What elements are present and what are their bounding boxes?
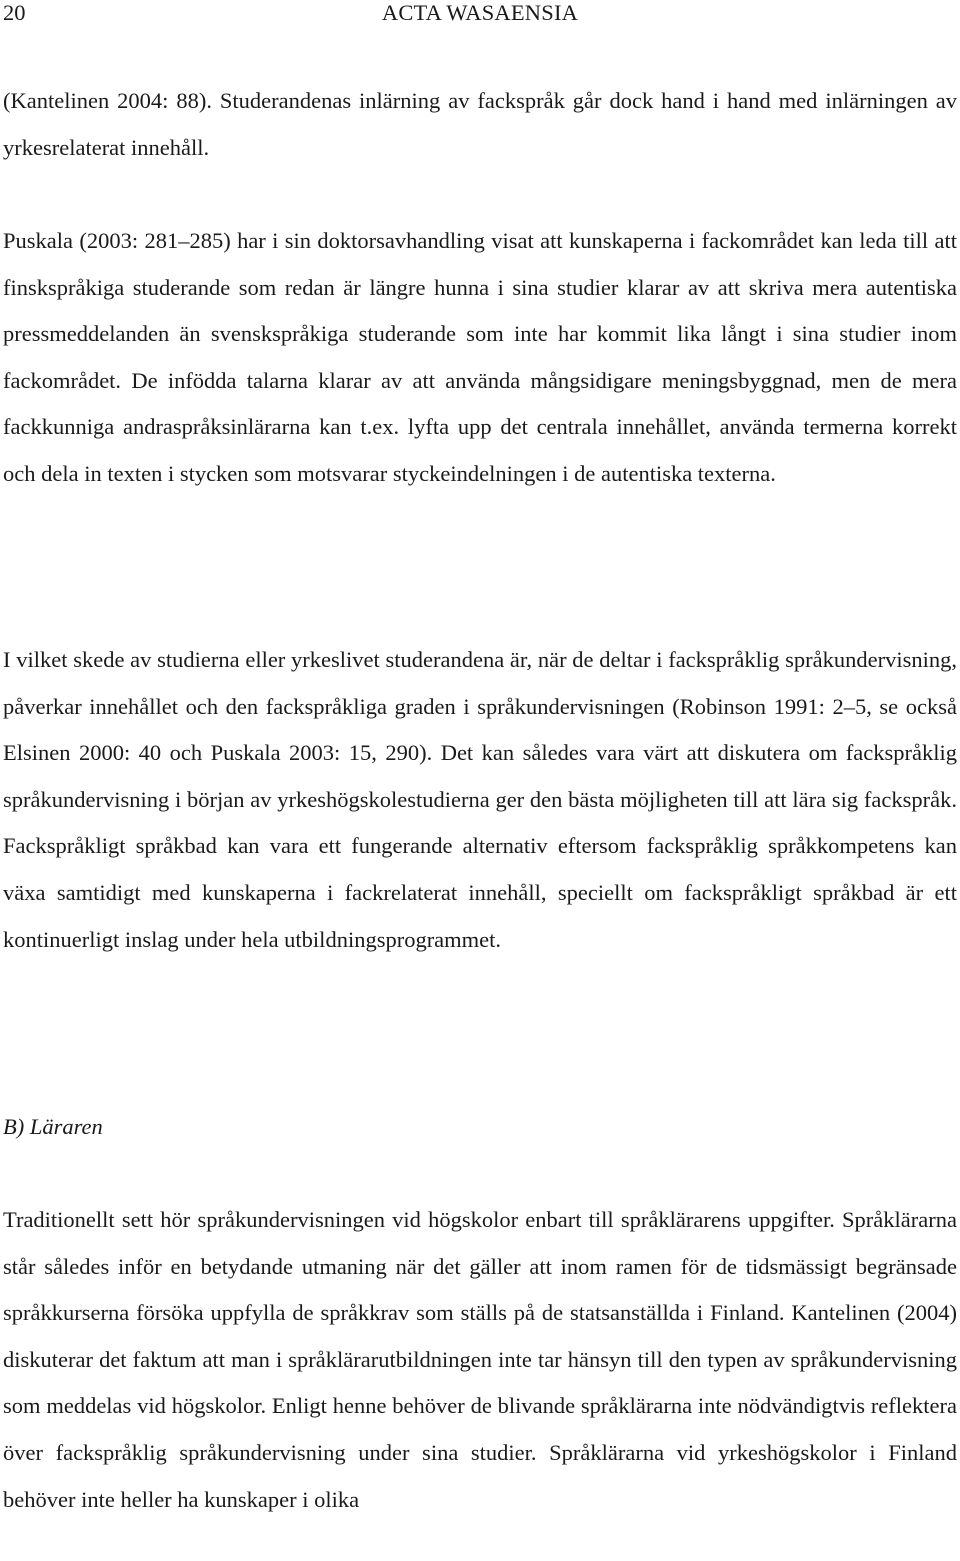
page-number: 20 [3, 0, 26, 25]
paragraph-2: Puskala (2003: 281–285) har i sin doktorsavhandling visat att kunskaperna i fackområdet kan leda till att finskspråkiga studerande som redan är längre hunna i sina studier klarar av att skriva mera autentiska pressmeddelanden än svenskspråkiga studerande som inte har kommit lika långt i sina studier inom fackområdet. De infödda talarna klarar av att använda mångsidigare meningsbyggnad, men de mera fackkunniga andraspråksinlärarna kan t.ex. lyfta upp det centrala innehållet, använda termerna korrekt och dela in texten i stycken som motsvarar styckeindelningen i de autentiska texterna. [3, 228, 957, 486]
running-title: ACTA WASAENSIA [381, 0, 579, 25]
paragraph-3: I vilket skede av studierna eller yrkeslivet studerandena är, när de deltar i fackspråklig språkundervisning, påverkar innehållet och den fackspråkliga graden i språkundervisningen (Robinson 1991: 2–5, se också Elsinen 2000: 40 och Puskala 2003: 15, 290). Det kan således vara värt att diskutera om fackspråklig språkundervisning i början av yrkeshögskolestudierna ger den bästa möjligheten till att lära sig fackspråk. Fackspråkligt språkbad kan vara ett fungerande alternativ eftersom fackspråklig språkkompetens kan växa samtidigt med kunskaperna i fackrelaterat innehåll, speciellt om fackspråkligt språkbad är ett kontinuerligt inslag under hela utbildningsprogrammet. [3, 647, 957, 952]
section-paragraph: Traditionellt sett hör språkundervisningen vid högskolor enbart till språklärarens uppgifter. Språklärarna står således inför en betydande utmaning när det gäller att inom ramen för de tidsmässigt begränsade språkkurserna försöka uppfylla de språkkrav som ställs på de statsanställda i Finland. Kantelinen (2004) diskuterar det faktum att man i språklärarutbildningen inte tar hänsyn till den typen av språkundervisning som meddelas vid högskolor. Enligt henne behöver de blivande språklärarna inte nödvändigtvis reflektera över fackspråklig språkundervisning under sina studier. Språklärarna vid yrkeshögskolor i Finland behöver inte heller ha kunskaper i olika [3, 1207, 957, 1512]
page-header [0, 0, 960, 30]
paragraph-1: (Kantelinen 2004: 88). Studerandenas inlärning av fackspråk går dock hand i hand med inlärningen av yrkesrelaterat innehåll. [3, 88, 957, 160]
section-heading: B) Läraren [3, 1114, 103, 1139]
